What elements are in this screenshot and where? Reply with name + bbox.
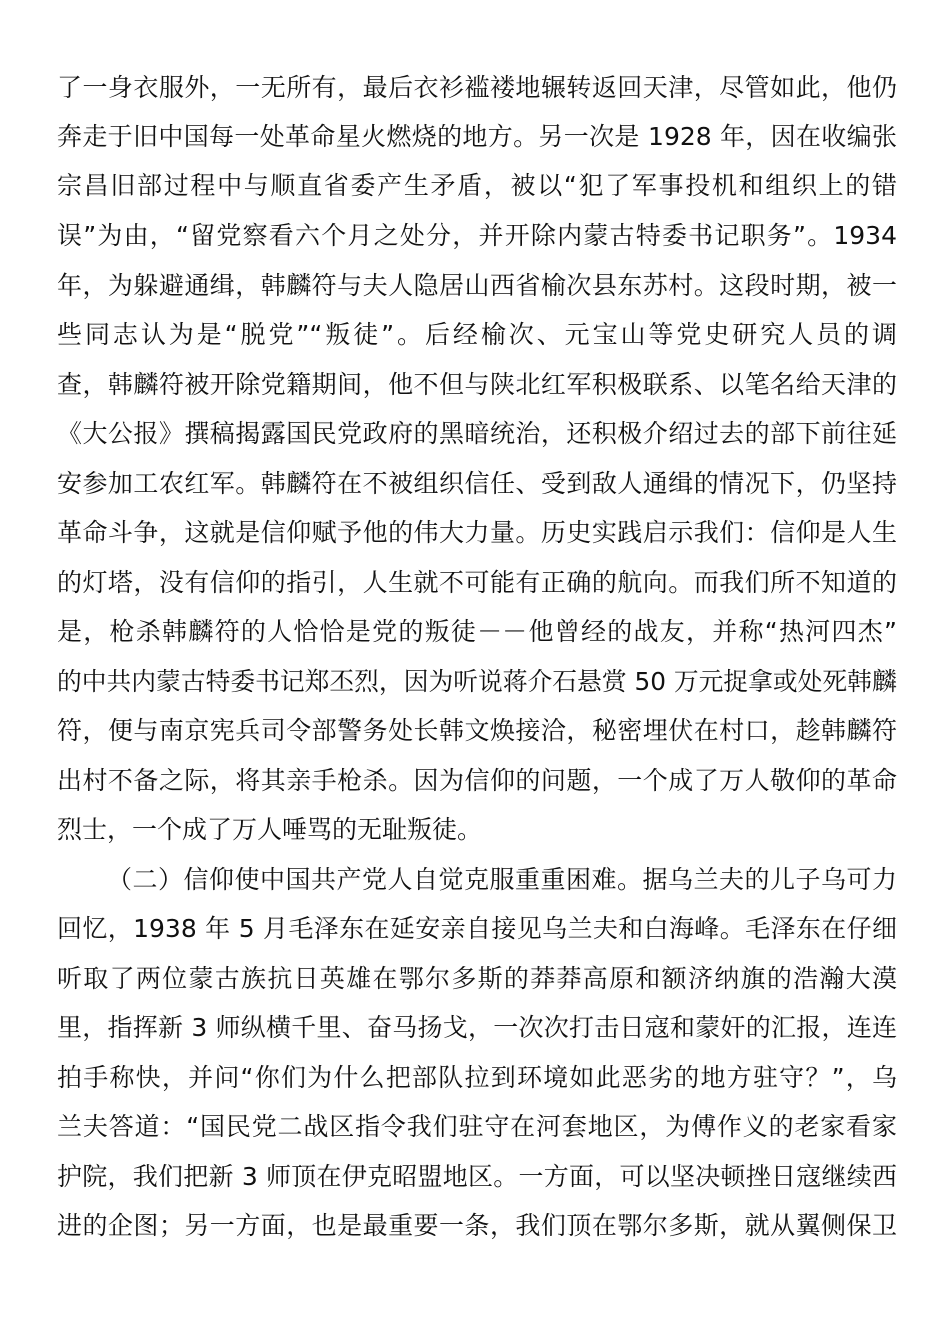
text-line: 年，为躲避通缉，韩麟符与夫人隐居山西省榆次县东苏村。这段时期，被一 xyxy=(57,271,897,300)
text-line: 的灯塔，没有信仰的指引，人生就不可能有正确的航向。而我们所不知道的 xyxy=(57,568,897,597)
text-line: 护院，我们把新 3 师顶在伊克昭盟地区。一方面，可以坚决顿挫日寇继续西 xyxy=(57,1162,897,1191)
text-line: 奔走于旧中国每一处革命星火燃烧的地方。另一次是 1928 年，因在收编张 xyxy=(57,122,897,151)
text-line: 宗昌旧部过程中与顺直省委产生矛盾，被以“犯了军事投机和组织上的错 xyxy=(57,171,897,200)
text-line: 出村不备之际，将其亲手枪杀。因为信仰的问题，一个成了万人敬仰的革命 xyxy=(57,766,897,795)
text-line: 符，便与南京宪兵司令部警务处长韩文焕接洽，秘密埋伏在村口，趁韩麟符 xyxy=(57,716,897,745)
text-line: 拍手称快，并问“你们为什么把部队拉到环境如此恶劣的地方驻守？”，乌 xyxy=(57,1063,897,1092)
text-line: 了一身衣服外，一无所有，最后衣衫褴褛地辗转返回天津，尽管如此，他仍 xyxy=(57,73,897,102)
text-line: 革命斗争，这就是信仰赋予他的伟大力量。历史实践启示我们：信仰是人生 xyxy=(57,518,897,547)
text-line: 听取了两位蒙古族抗日英雄在鄂尔多斯的莽莽高原和额济纳旗的浩瀚大漠 xyxy=(57,964,897,993)
text-line: 误”为由，“留党察看六个月之处分，并开除内蒙古特委书记职务”。1934 xyxy=(57,221,897,250)
text-line: 回忆，1938 年 5 月毛泽东在延安亲自接见乌兰夫和白海峰。毛泽东在仔细 xyxy=(57,914,897,943)
text-line: 些同志认为是“脱党”“叛徒”。后经榆次、元宝山等党史研究人员的调 xyxy=(57,320,897,349)
text-line: 是，枪杀韩麟符的人恰恰是党的叛徒－－他曾经的战友，并称“热河四杰” xyxy=(57,617,897,646)
text-line: 里，指挥新 3 师纵横千里、奋马扬戈，一次次打击日寇和蒙奸的汇报，连连 xyxy=(57,1013,897,1042)
text-line: 《大公报》撰稿揭露国民党政府的黑暗统治，还积极介绍过去的部下前往延 xyxy=(57,419,897,448)
text-line: 进的企图；另一方面，也是最重要一条，我们顶在鄂尔多斯，就从翼侧保卫 xyxy=(57,1211,897,1240)
text-line: 烈士，一个成了万人唾骂的无耻叛徒。 xyxy=(57,815,483,844)
text-line: 安参加工农红军。韩麟符在不被组织信任、受到敌人通缉的情况下，仍坚持 xyxy=(57,469,897,498)
section-heading-line: （二）信仰使中国共产党人自觉克服重重困难。据乌兰夫的儿子乌可力 xyxy=(107,865,897,894)
text-line: 查，韩麟符被开除党籍期间，他不但与陕北红军积极联系、以笔名给天津的 xyxy=(57,370,897,399)
text-line: 兰夫答道：“国民党二战区指令我们驻守在河套地区，为傅作义的老家看家 xyxy=(57,1112,897,1141)
text-line: 的中共内蒙古特委书记郑丕烈，因为听说蒋介石悬赏 50 万元捉拿或处死韩麟 xyxy=(57,667,897,696)
